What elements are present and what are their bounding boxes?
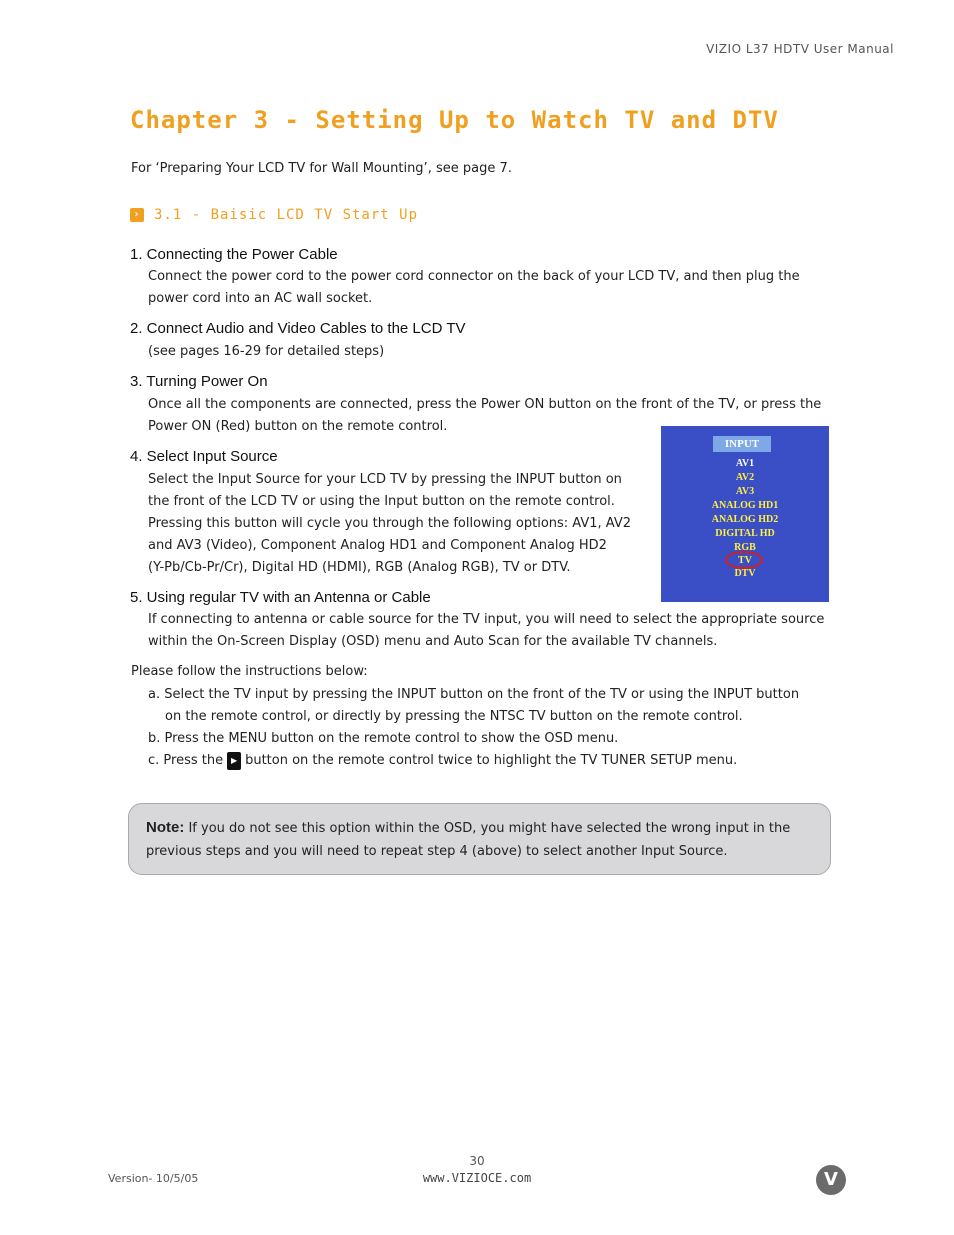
step-line: Power ON (Red) button on the remote control.: [148, 419, 448, 434]
note-text: [146, 816, 816, 863]
note-box: [128, 803, 831, 875]
step-heading: 4. Select Input Source: [130, 448, 278, 465]
version-text: Version- 10/5/05: [108, 1172, 199, 1185]
osd-menu-item: ANALOG HD2: [711, 514, 779, 525]
step-heading: 2. Connect Audio and Video Cables to the LCD TV: [130, 320, 466, 337]
step-line: Once all the components are connected, press the Power ON button on the front of the TV, or press the: [148, 397, 822, 412]
step-line: If connecting to antenna or cable source for the TV input, you will need to select the appropriate source: [148, 612, 825, 627]
manual-title: VIZIO L37 HDTV User Manual: [706, 42, 894, 56]
chapter-title: Chapter 3 - Setting Up to Watch TV and DTV: [130, 106, 779, 134]
osd-menu-item: AV1: [735, 458, 755, 469]
step-line: Pressing this button will cycle you through the following options: AV1, AV2: [148, 516, 632, 531]
step-line: power cord into an AC wall socket.: [148, 291, 373, 306]
website-link: www.VIZIOCE.com: [422, 1171, 532, 1185]
step-line: within the On-Screen Display (OSD) menu and Auto Scan for the available TV channels.: [148, 634, 718, 649]
substep-a-cont: on the remote control, or directly by pressing the NTSC TV button on the remote control.: [165, 709, 743, 724]
step-body: [148, 341, 384, 363]
step-line: (Y-Pb/Cb-Pr/Cr), Digital HD (HDMI), RGB (Analog RGB), TV or DTV.: [148, 560, 571, 575]
chevron-right-icon: ›: [130, 208, 144, 222]
step-line: (see pages 16-29 for detailed steps): [148, 344, 385, 359]
osd-menu-item: DIGITAL HD: [715, 528, 775, 539]
substep-b: b. Press the MENU button on the remote control to show the OSD menu.: [148, 731, 619, 746]
substep-c-after: button on the remote control twice to highlight the TV TUNER SETUP menu.: [245, 753, 738, 768]
step-body: [148, 469, 631, 579]
section-title: 3.1 - Baisic LCD TV Start Up: [154, 207, 419, 223]
vizio-logo: V: [816, 1165, 846, 1195]
osd-menu-item: ANALOG HD1: [711, 500, 779, 511]
step-body: [148, 266, 800, 310]
osd-menu-item: DTV: [734, 568, 756, 579]
step-heading: 5. Using regular TV with an Antenna or Cable: [130, 589, 431, 606]
step-line: Select the Input Source for your LCD TV by pressing the INPUT button on: [148, 472, 622, 487]
note-body: If you do not see this option within the OSD, you might have selected the wrong input in the previous steps and you will need to repeat step 4 (above) to select another Input Source.: [146, 821, 791, 859]
substep-c-before: c. Press the: [148, 753, 224, 768]
follow-instructions: Please follow the instructions below:: [131, 664, 368, 679]
intro-text: For ‘Preparing Your LCD TV for Wall Mounting’, see page 7.: [131, 161, 512, 176]
osd-menu-item: RGB: [734, 542, 756, 553]
osd-input-menu-image: [661, 426, 829, 602]
step-heading: 3. Turning Power On: [130, 373, 268, 390]
page-number: 30: [469, 1154, 485, 1168]
osd-menu-item: AV3: [735, 486, 755, 497]
right-arrow-button-icon: ▶: [227, 752, 241, 770]
section-heading: [130, 207, 418, 223]
substep-c: [148, 750, 737, 772]
step-line: the front of the LCD TV or using the Input button on the remote control.: [148, 494, 615, 509]
step-line: and AV3 (Video), Component Analog HD1 and Component Analog HD2: [148, 538, 607, 553]
osd-menu-item: AV2: [735, 472, 755, 483]
highlight-circle: [725, 551, 763, 569]
substep-a: a. Select the TV input by pressing the INPUT button on the front of the TV or using the INPUT button: [148, 687, 800, 702]
step-body: [148, 609, 824, 653]
osd-menu-title: INPUT: [713, 436, 771, 452]
osd-menu-item-highlighted: TV: [738, 555, 752, 566]
step-line: Connect the power cord to the power cord connector on the back of your LCD TV, and then plug the: [148, 269, 800, 284]
step-heading: 1. Connecting the Power Cable: [130, 246, 338, 263]
note-label: Note:: [146, 819, 185, 836]
